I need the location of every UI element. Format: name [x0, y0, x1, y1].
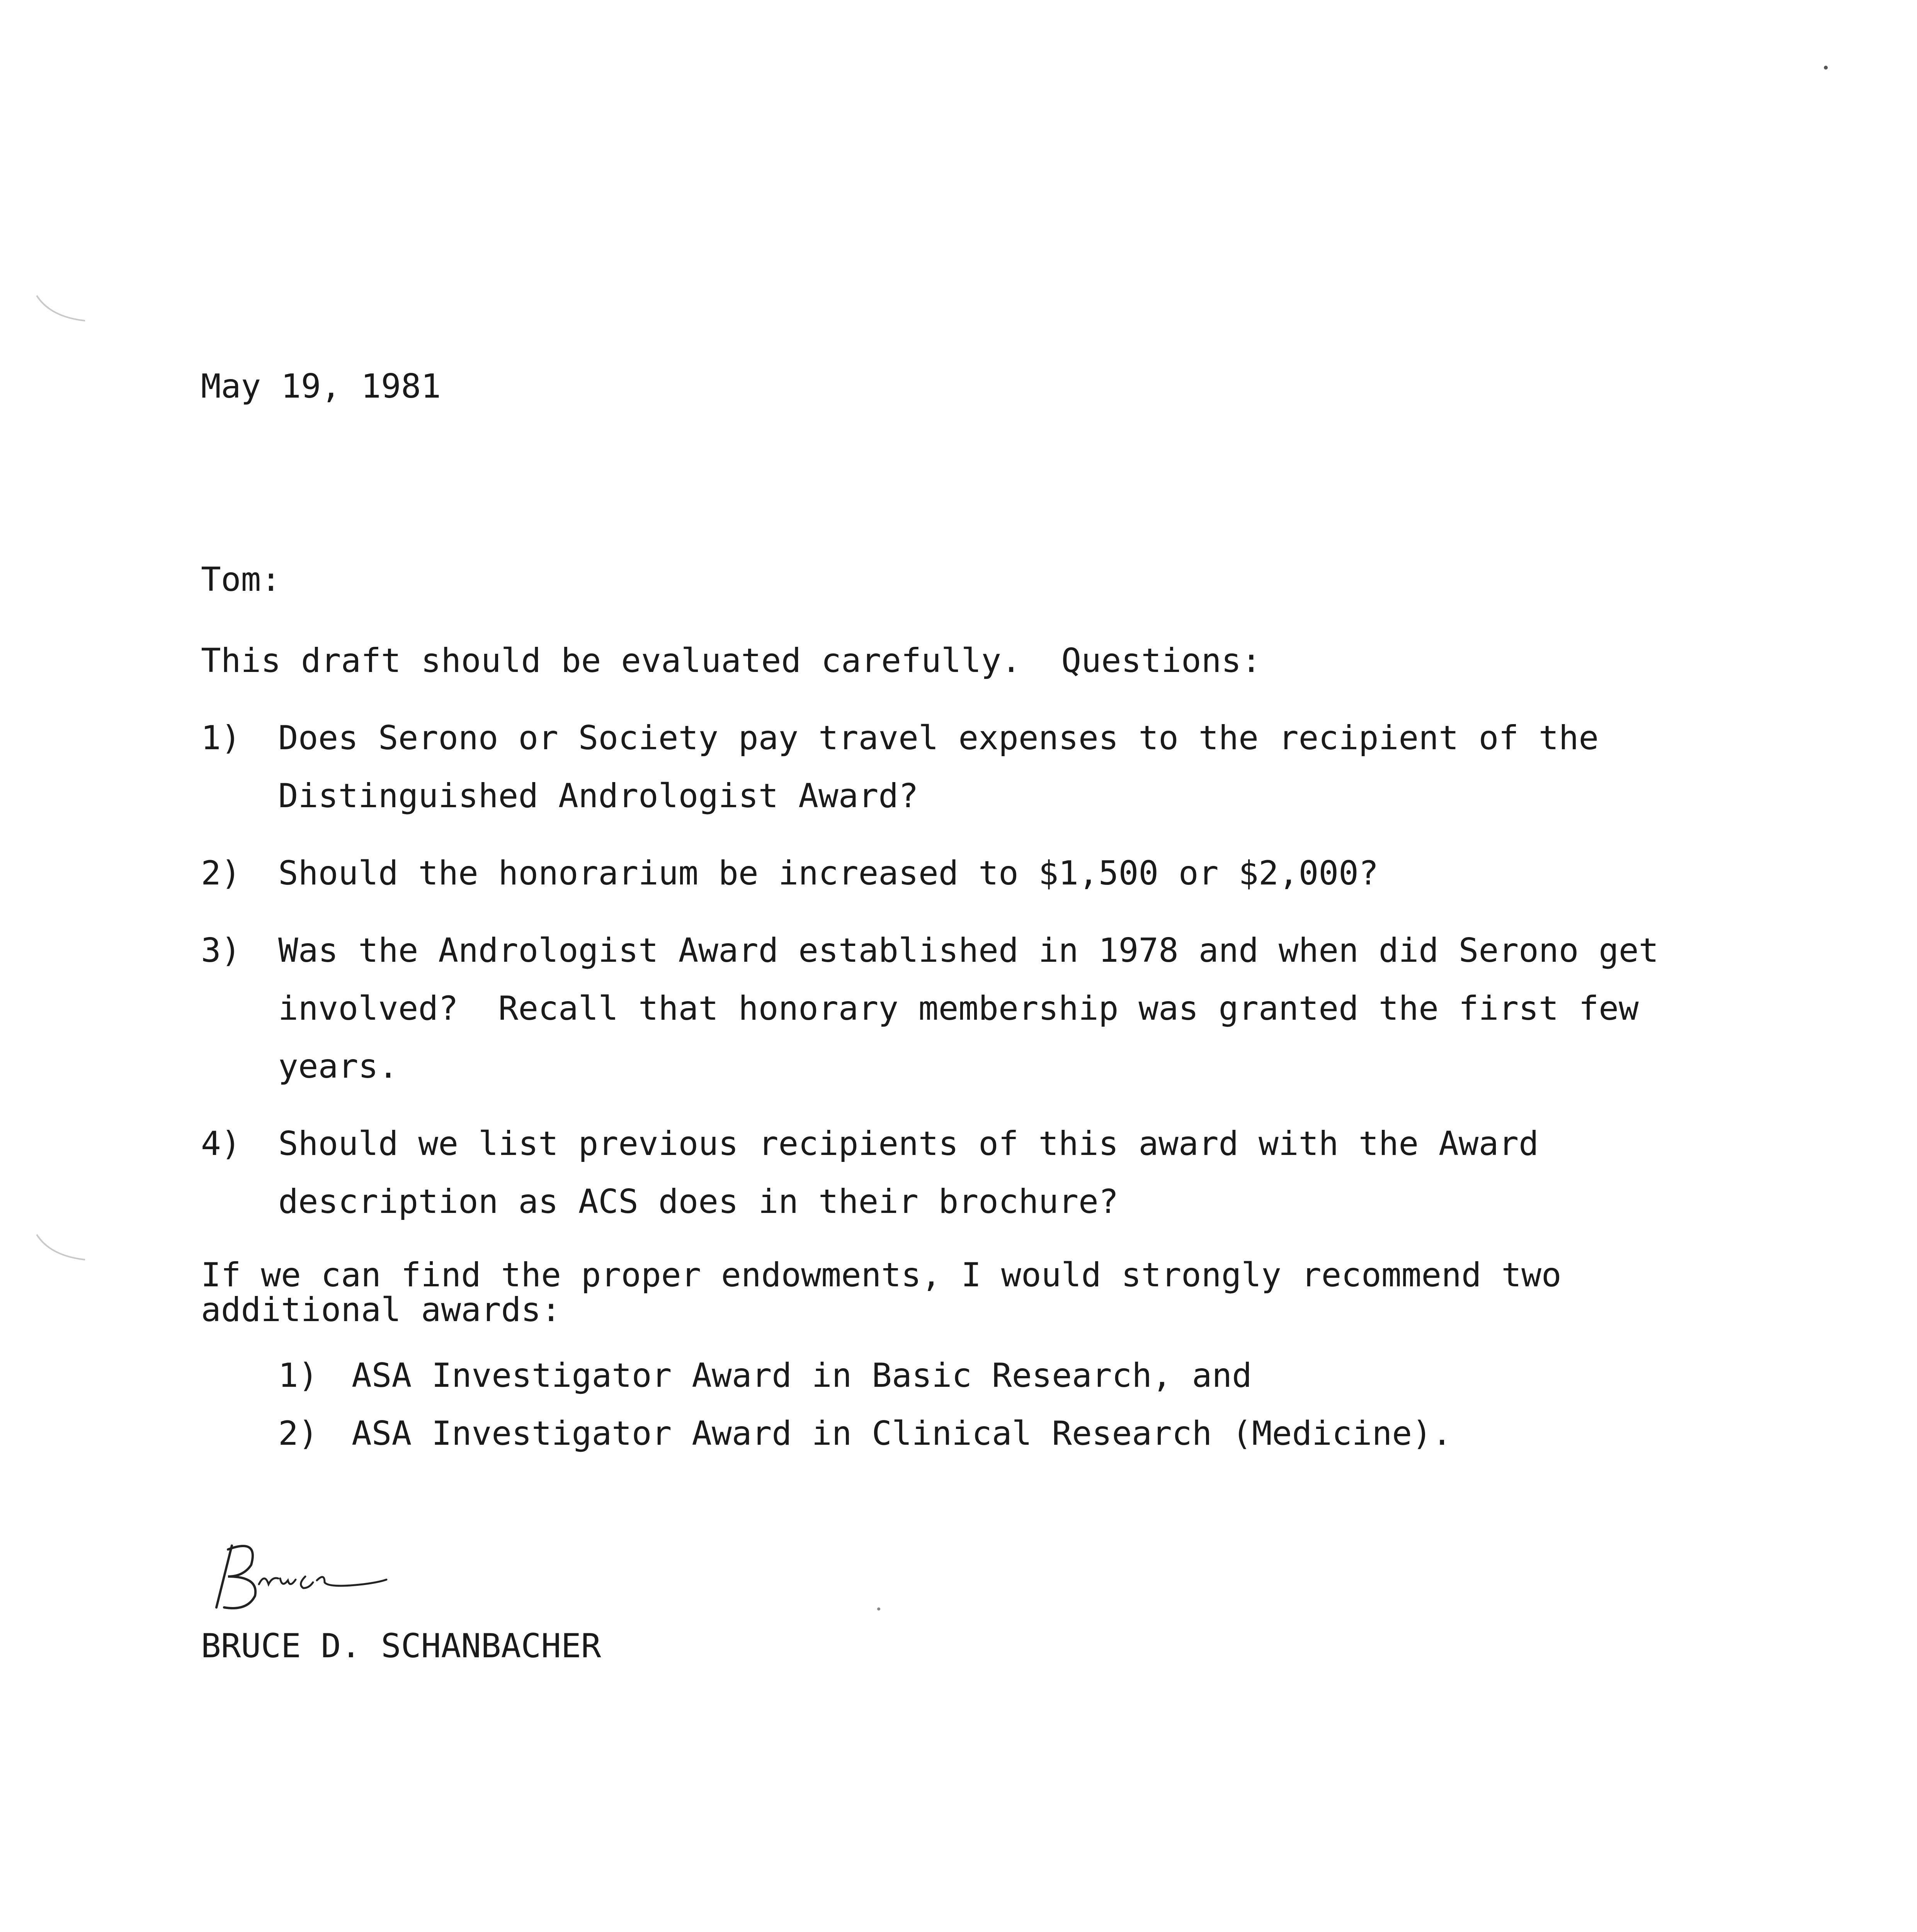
question-line: Was the Andrologist Award established in 1978 and when did Serono get [278, 931, 1659, 970]
question-line: Should the honorarium be increased to $1,500 or $2,000? [278, 854, 1379, 893]
signatory-name: BRUCE D. SCHANBACHER [201, 1627, 601, 1665]
question-line: description as ACS does in their brochure? [278, 1182, 1119, 1221]
question-line: years. [278, 1047, 398, 1086]
letter-date: May 19, 1981 [201, 367, 441, 406]
salutation: Tom: [201, 560, 281, 599]
scan-mark-middle [35, 1233, 89, 1264]
award-text: ASA Investigator Award in Basic Research, and [352, 1356, 1252, 1395]
award-text: ASA Investigator Award in Clinical Research (Medicine). [352, 1414, 1452, 1453]
recommendation-line: If we can find the proper endowments, I would strongly recommend two [201, 1256, 1561, 1294]
intro-text: This draft should be evaluated carefully. Questions: [201, 641, 1262, 680]
question-line: Does Serono or Society pay travel expenses to the recipient of the [278, 719, 1599, 757]
handwritten-signature [201, 1530, 402, 1623]
question-line: Should we list previous recipients of this award with the Award [278, 1124, 1539, 1163]
question-line: involved? Recall that honorary membership was granted the first few [278, 989, 1639, 1028]
scan-speck [1824, 66, 1828, 70]
question-line: Distinguished Andrologist Award? [278, 777, 919, 815]
question-number: 4) [201, 1124, 241, 1163]
question-number: 1) [201, 719, 241, 757]
award-number: 1) [278, 1356, 318, 1395]
scan-speck [877, 1607, 880, 1611]
award-number: 2) [278, 1414, 318, 1453]
scan-mark-top [35, 294, 89, 325]
recommendation-line: additional awards: [201, 1291, 561, 1329]
question-number: 2) [201, 854, 241, 893]
question-number: 3) [201, 931, 241, 970]
